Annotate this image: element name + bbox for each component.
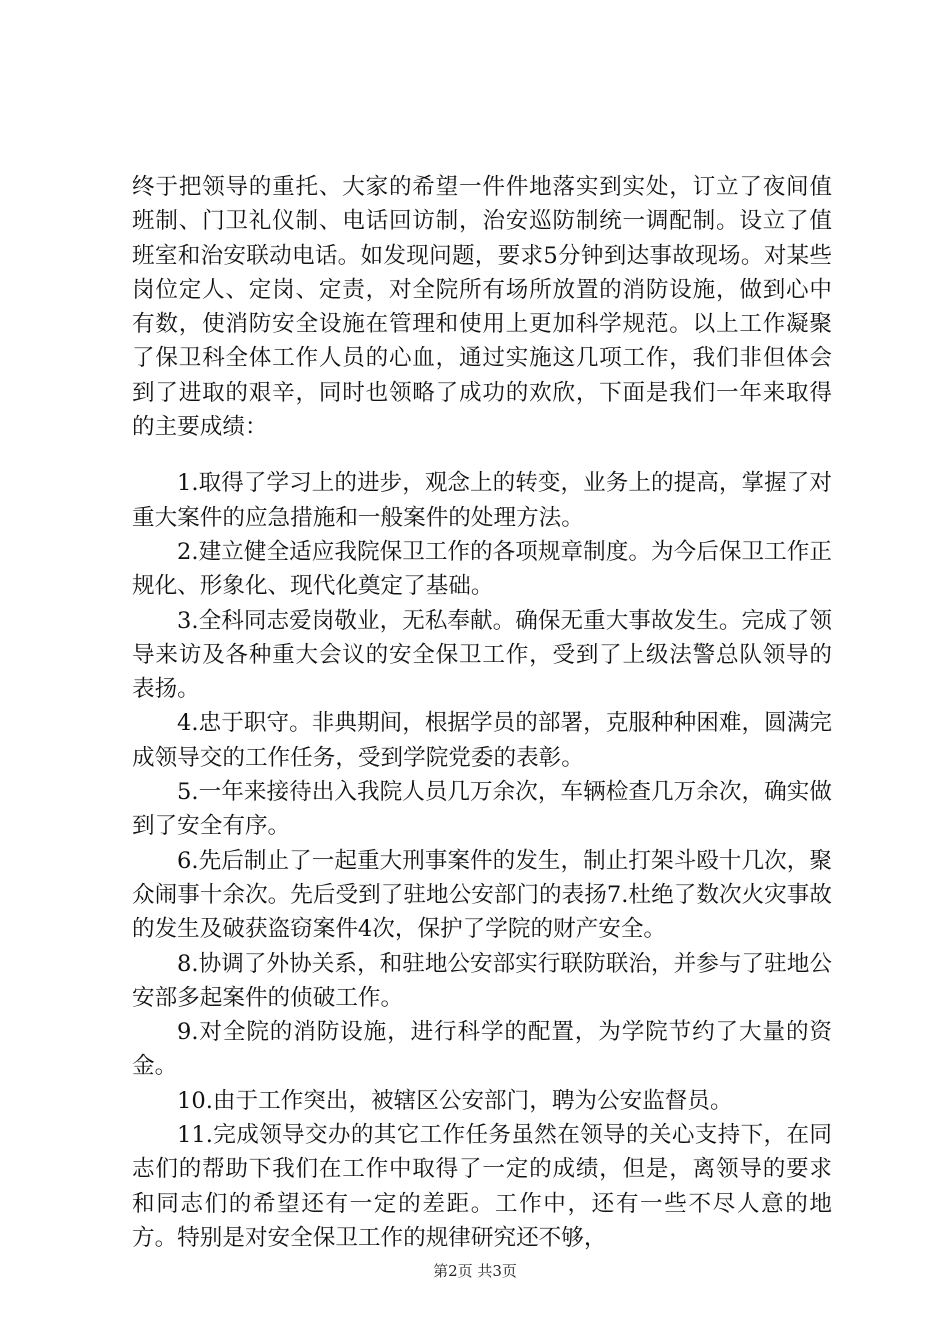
achievement-item-3: 3.全科同志爱岗敬业，无私奉献。确保无重大事故发生。完成了领导来访及各种重大会议的安全保卫工作，受到了上级法警总队领导的表扬。 bbox=[132, 607, 832, 703]
achievement-item-4: 4.忠于职守。非典期间，根据学员的部署，克服种种困难，圆满完成领导交的工作任务，受到学院党委的表彰。 bbox=[132, 710, 832, 771]
achievement-item-2: 2.建立健全适应我院保卫工作的各项规章制度。为今后保卫工作正规化、形象化、现代化奠定了基础。 bbox=[132, 538, 832, 600]
achievement-item-9: 9.对全院的消防设施，进行科学的配置，为学院节约了大量的资金。 bbox=[132, 1019, 832, 1080]
page-footer: 第2页 共3页 bbox=[433, 1262, 517, 1280]
achievement-item-10: 10.由于工作突出，被辖区公安部门，聘为公安监督员。 bbox=[177, 1087, 733, 1114]
achievement-item-6: 6.先后制止了一起重大刑事案件的发生，制止打架斗殴十几次，聚众闹事十余次。先后受到了驻地公安部门的表扬7.杜绝了数次火灾事故的发生及破获盗窃案件4次，保护了学院的财产安全。 bbox=[132, 847, 832, 943]
achievement-item-1: 1.取得了学习上的进步，观念上的转变，业务上的提高，掌握了对重大案件的应急措施和一般案件的处理方法。 bbox=[132, 470, 832, 531]
achievement-item-5: 5.一年来接待出入我院人员几万余次，车辆检查几万余次，确实做到了安全有序。 bbox=[132, 779, 832, 840]
intro-paragraph: 终于把领导的重托、大家的希望一件件地落实到实处，订立了夜间值班制、门卫礼仪制、电话回访制，治安巡防制统一调配制。设立了值班室和治安联动电话。如发现问题，要求5分钟到达事故现场。对某些岗位定人、定岗、定责，对全院所有场所放置的消防设施，做到心中有数，使消防安全设施在管理和使用上更加科学规范。以上工作凝聚了保卫科全体工作人员的心血，通过实施这几项工作，我们非但体会到了进取的艰辛，同时也领略了成功的欢欣，下面是我们一年来取得的主要成绩： bbox=[132, 174, 832, 441]
achievement-item-8: 8.协调了外协关系，和驻地公安部实行联防联治，并参与了驻地公安部多起案件的侦破工作。 bbox=[132, 950, 832, 1011]
achievement-item-11: 11.完成领导交办的其它工作任务虽然在领导的关心支持下，在同志们的帮助下我们在工作中取得了一定的成绩，但是，离领导的要求和同志们的希望还有一定的差距。工作中，还有一些不尽人意的地方。特别是对安全保卫工作的规律研究还不够， bbox=[132, 1122, 832, 1251]
document-body bbox=[132, 170, 832, 1255]
